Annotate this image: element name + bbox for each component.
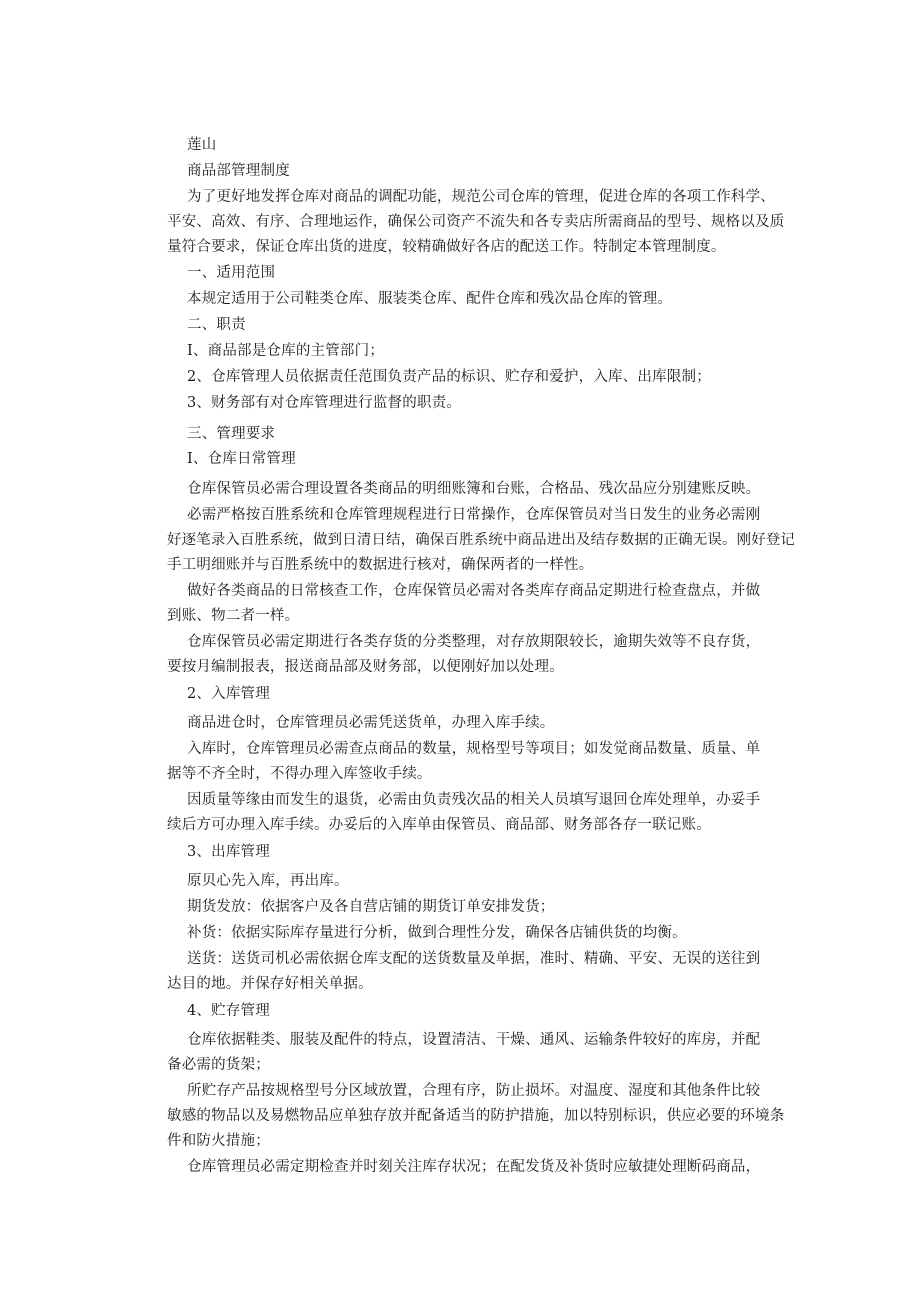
section-2-item: 2、仓库管理人员依据责任范围负责产品的标识、贮存和爱护，入库、出库限制；: [187, 369, 711, 385]
storage-line: 敏感的物品以及易燃物品应单独存放并配备适当的防护措施，加以特别标识，供应必要的环境条: [167, 1108, 785, 1124]
inbound-line: 因质量等缘由而发生的退货，必需由负责残次品的相关人员填写退回仓库处理单，办妥手: [187, 792, 761, 808]
doc-title: 商品部管理制度: [187, 163, 290, 179]
daily-line: 必需严格按百胜系统和仓库管理规程进行日常操作，仓库保管员对当日发生的业务必需刚: [187, 507, 761, 523]
inbound-line: 入库时，仓库管理员必需查点商品的数量，规格型号等项目；如发觉商品数量、质量、单: [187, 741, 761, 757]
inbound-line: 续后方可办理入库手续。办妥后的入库单由保管员、商品部、财务部各存一联记账。: [167, 817, 711, 833]
subsection-outbound-title: 3、出库管理: [187, 844, 270, 860]
inbound-line: 据等不齐全时，不得办理入库签收手续。: [167, 766, 432, 782]
storage-line: 所贮存产品按规格型号分区域放置，合理有序，防止损坏。对温度、湿度和其他条件比较: [187, 1083, 761, 1099]
storage-line: 仓库依据鞋类、服装及配件的特点，设置清洁、干燥、通风、运输条件较好的库房，并配: [187, 1032, 761, 1048]
outbound-line: 达目的地。并保存好相关单据。: [167, 976, 373, 992]
intro-line: 量符合要求，保证仓库出货的进度，较精确做好各店的配送工作。特制定本管理制度。: [167, 239, 726, 255]
section-1-title: 一、适用范围: [187, 265, 276, 281]
intro-line: 平安、高效、有序、合理地运作，确保公司资产不流失和各专卖店所需商品的型号、规格以及质: [167, 214, 785, 230]
daily-line: 仓库保管员必需合理设置各类商品的明细账簿和台账，合格品、残次品应分别建账反映。: [187, 481, 761, 497]
daily-line: 好逐笔录入百胜系统，做到日清日结，确保百胜系统中商品进出及结存数据的正确无误。刚好登记: [167, 532, 796, 548]
doc-header: 莲山: [187, 137, 217, 153]
daily-line: 做好各类商品的日常核查工作，仓库保管员必需对各类库存商品定期进行检查盘点，并做: [187, 583, 761, 599]
section-3-title: 三、管理要求: [187, 426, 276, 442]
daily-line: 仓库保管员必需定期进行各类存货的分类整理，对存放期限较长，逾期失效等不良存货，: [187, 634, 761, 650]
daily-line: 到账、物二者一样。: [167, 608, 300, 624]
subsection-inbound-title: 2、入库管理: [187, 686, 270, 702]
intro-line: 为了更好地发挥仓库对商品的调配功能，规范公司仓库的管理，促进仓库的各项工作科学、: [187, 189, 775, 205]
outbound-line: 原贝心先入库，再出库。: [187, 873, 349, 889]
daily-line: 要按月编制报表，报送商品部及财务部，以便刚好加以处理。: [167, 659, 564, 675]
daily-line: 手工明细账并与百胜系统中的数据进行核对，确保两者的一样性。: [167, 557, 594, 573]
storage-line: 备必需的货架；: [167, 1057, 270, 1073]
section-1-text: 本规定适用于公司鞋类仓库、服装类仓库、配件仓库和残次品仓库的管理。: [187, 291, 673, 307]
subsection-daily-title: I、仓库日常管理: [187, 451, 296, 467]
inbound-line: 商品进仓时，仓库管理员必需凭送货单，办理入库手续。: [187, 715, 555, 731]
storage-line: 仓库管理员必需定期检查并时刻关注库存状况；在配发货及补货时应敏捷处理断码商品，: [187, 1159, 761, 1175]
section-2-title: 二、职责: [187, 317, 246, 333]
outbound-line: 期货发放：依据客户及各自营店铺的期货订单安排发货；: [187, 899, 555, 915]
section-2-item: I、商品部是仓库的主管部门；: [187, 343, 385, 359]
outbound-line: 补货：依据实际库存量进行分析，做到合理性分发，确保各店铺供货的均衡。: [187, 925, 687, 941]
subsection-storage-title: 4、贮存管理: [187, 1003, 270, 1019]
storage-line: 件和防火措施；: [167, 1133, 270, 1149]
outbound-line: 送货：送货司机必需依据仓库支配的送货数量及单据，准时、精确、平安、无误的送往到: [187, 951, 761, 967]
section-2-item: 3、财务部有对仓库管理进行监督的职责。: [187, 395, 462, 411]
